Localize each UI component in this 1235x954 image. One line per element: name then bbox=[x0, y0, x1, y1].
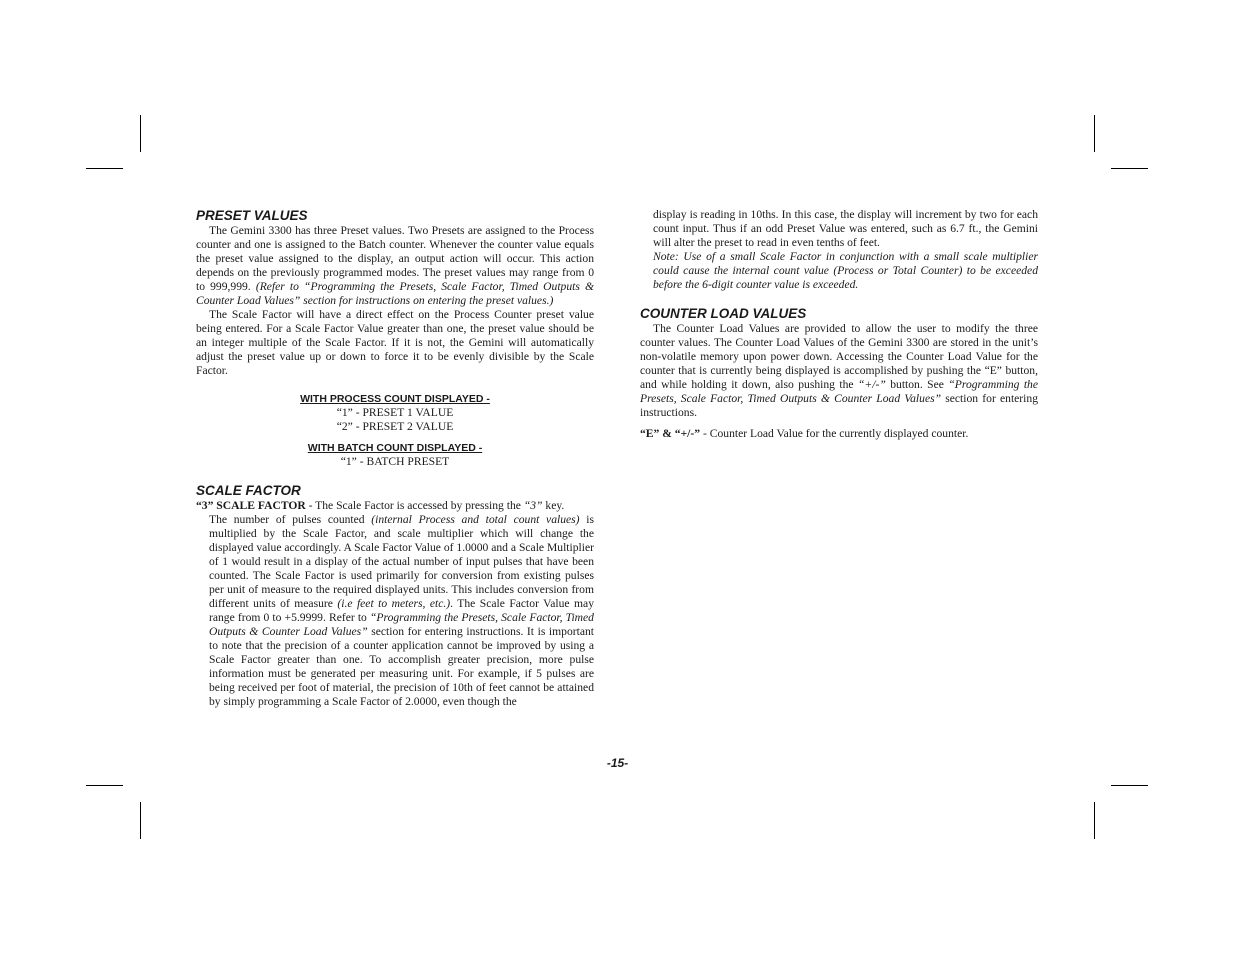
counter-load-key-line: “E” & “+/-” - Counter Load Value for the currently displayed counter. bbox=[640, 427, 969, 440]
scale-factor-continued: display is reading in 10ths. In this case, the display will increment by two for each count input. Thus if an odd Preset Value was entered, such as 6.7 ft., the Gemini will alter the preset to read in even tenths of feet. bbox=[653, 208, 1038, 249]
scale-factor-note: Note: Use of a small Scale Factor in conjunction with a small scale multiplier could cause the internal count value (Process or Total Counter) to be exceeded before the 6-digit counter value is exceeded. bbox=[653, 250, 1038, 291]
scale-factor-heading: SCALE FACTOR bbox=[196, 483, 301, 498]
crop-mark bbox=[1094, 115, 1095, 152]
batch-count-subheading: WITH BATCH COUNT DISPLAYED - bbox=[307, 442, 483, 454]
process-preset-item: “2” - PRESET 2 VALUE bbox=[336, 420, 454, 433]
left-column bbox=[196, 208, 594, 709]
crop-mark bbox=[1094, 802, 1095, 839]
batch-preset-item: “1” - BATCH PRESET bbox=[340, 455, 450, 468]
crop-mark bbox=[140, 802, 141, 839]
counter-load-paragraph: The Counter Load Values are provided to allow the user to modify the three counter values. The Counter Load Values of the Gemini 3300 are stored in the unit’s non-volatile memory upon power down. Accessing the Counter Load Value for the counter that is currently being displayed is accomplished by pushing the “E” button, and while holding it down, also pushing the “+/-” button. See “Programming the Presets, Scale Factor, Timed Outputs & Counter Load Values” section for entering instructions. bbox=[640, 322, 1039, 419]
preset-paragraph-2: The Scale Factor will have a direct effect on the Process Counter preset value being entered. For a Scale Factor Value greater than one, the preset value should be an integer multiple of the Scale Factor. If it is not, the Gemini will automatically adjust the preset value up or down to force it to be evenly divisible by the Scale Factor. bbox=[196, 308, 594, 377]
process-count-subheading: WITH PROCESS COUNT DISPLAYED - bbox=[300, 393, 490, 405]
right-column bbox=[640, 208, 1038, 441]
preset-values-heading: PRESET VALUES bbox=[196, 208, 308, 223]
crop-mark bbox=[1111, 168, 1148, 169]
crop-mark bbox=[1111, 785, 1148, 786]
crop-mark bbox=[86, 785, 123, 786]
scale-factor-lead: “3” SCALE FACTOR - The Scale Factor is accessed by pressing the “3” key. bbox=[196, 499, 565, 512]
page-number: -15- bbox=[606, 756, 629, 770]
counter-load-heading: COUNTER LOAD VALUES bbox=[640, 306, 807, 321]
process-preset-item: “1” - PRESET 1 VALUE bbox=[336, 406, 454, 419]
crop-mark bbox=[140, 115, 141, 152]
crop-mark bbox=[86, 168, 123, 169]
scale-factor-body: The number of pulses counted (internal Process and total count values) is multiplied by the Scale Factor, and scale multiplier which will change the displayed value accordingly. A Scale Factor Value of 1.0000 and a Scale Multiplier of 1 would result in a display of the actual number of input pulses that have been counted. The Scale Factor is used primarily for conversion from existing pulses per unit of measure to the required displayed units. This includes conversion from different units of measure (i.e feet to meters, etc.). The Scale Factor Value may range from 0 to +5.9999. Refer to “Programming the Presets, Scale Factor, Timed Outputs & Counter Load Values” section for entering instructions. It is important to note that the precision of a counter application cannot be improved by using a Scale Factor greater than one. To accomplish greater precision, more pulse information must be generated per measuring unit. For example, if 5 pulses are being received per foot of material, the precision of 10th of feet cannot be attained by simply programming a Scale Factor of 2.0000, even though the bbox=[209, 513, 595, 708]
preset-paragraph-1: The Gemini 3300 has three Preset values. Two Presets are assigned to the Process counter and one is assigned to the Batch counter. Whenever the counter value equals the preset value assigned to the display, an output action will occur. This action depends on the previously programmed modes. The preset values may range from 0 to 999,999. (Refer to “Programming the Presets, Scale Factor, Timed Outputs & Counter Load Values” section for instructions on entering the preset values.) bbox=[196, 224, 595, 307]
